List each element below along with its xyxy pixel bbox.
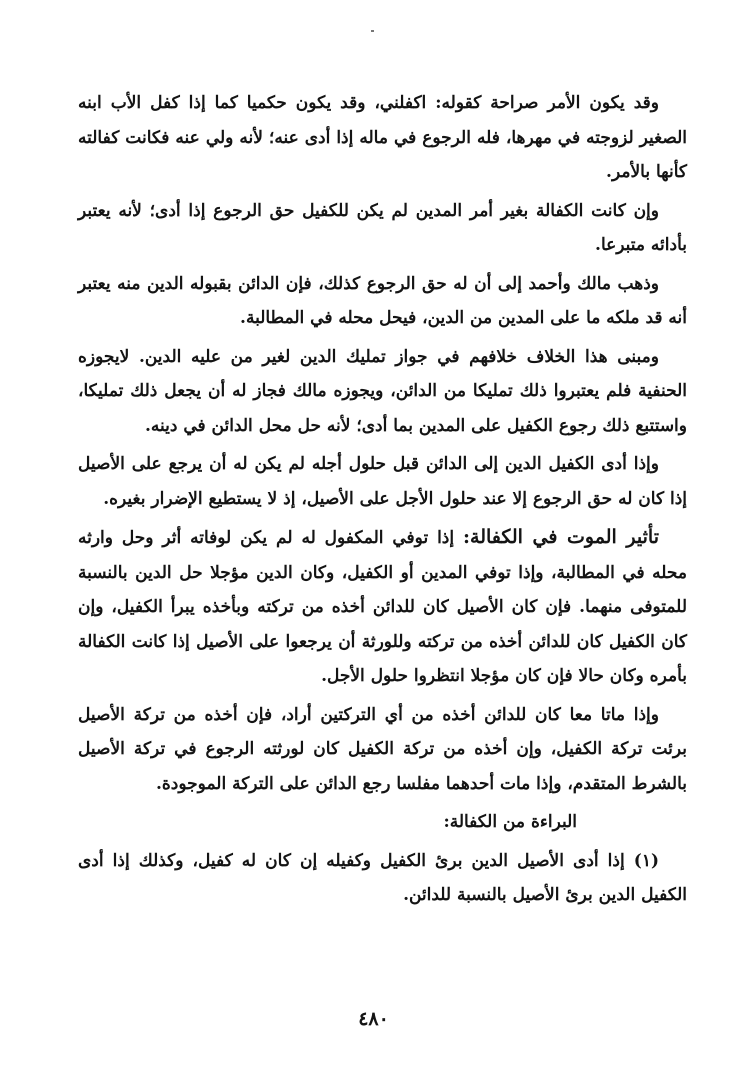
paragraph-1: وقد يكون الأمر صراحة كقوله: اكفلني، وقد يكون حكميا كما إذا كفل الأب ابنه الصغير لزوجته في مهرها، فله الرجوع في ماله إذا أدى عنه؛ لأنه ولي عنه فكانت كفالته كأنها بالأمر. (78, 93, 687, 182)
paragraph-7: وإذا ماتا معا كان للدائن أخذه من أي التركتين أراد، فإن أخذه من تركة الأصيل برئت تركة الكفيل، وإن أخذه من تركة الكفيل كان لورثته الرجوع في تركة الأصيل بالشرط المتقدم، وإذا مات أحدهما مفلسا رجع الدائن على التركة الموجودة. (78, 704, 687, 794)
paragraph-2: وإن كانت الكفالة بغير أمر المدين لم يكن للكفيل حق الرجوع إذا أدى؛ لأنه يعتبر بأدائه متبرعا. (78, 200, 687, 255)
scan-mark (371, 30, 374, 32)
paragraph-6-body: إذا توفي المكفول له لم يكن لوفاته أثر وحل وارثه محله في المطالبة، وإذا توفي المدين أو الكفيل، وكان الدين مؤجلا حل الدين بالنسبة للمتوفى منهما. فإن كان الأصيل كان للدائن أخذه من تركته وبأخذه يبرأ الكفيل، وإن كان الكفيل كان للدائن أخذه من تركته وللورثة أن يرجعوا على الأصيل إذا كانت الكفالة بأمره وكان حالا فإن كان مؤجلا انتظروا حلول الأجل. (78, 528, 687, 686)
page-body (78, 86, 687, 913)
numbered-item-1: (١) إذا أدى الأصيل الدين برئ الكفيل وكفيله إن كان له كفيل، وكذلك إذا أدى الكفيل الدين برئ الأصيل بالنسبة للدائن. (78, 850, 687, 905)
page-number: ٤٨٠ (358, 1008, 389, 1030)
paragraph-5: وإذا أدى الكفيل الدين إلى الدائن قبل حلول أجله لم يكن له أن يرجع على الأصيل إذا كان له حق الرجوع إلا عند حلول الأجل على الأصيل، إذ لا يستطيع الإضرار بغيره. (78, 454, 687, 509)
paragraph-3: وذهب مالك وأحمد إلى أن له حق الرجوع كذلك، فإن الدائن بقبوله الدين منه يعتبر أنه قد ملكه ما على المدين من الدين، فيحل محله في المطالبة. (78, 273, 687, 328)
paragraph-6 (78, 520, 687, 694)
paragraph-4: ومبنى هذا الخلاف خلافهم في جواز تمليك الدين لغير من عليه الدين. لايجوزه الحنفية فلم يعتبروا ذلك تمليكا من الدائن، ويجوزه مالك فجاز له أن يجعل ذلك تمليكا، واستتبع ذلك رجوع الكفيل على المدين بما أدى؛ لأنه حل محل الدائن في دينه. (78, 346, 687, 436)
section-heading-release: البراءة من الكفالة: (443, 812, 577, 832)
section-lead-death-effect: تأثير الموت في الكفالة: (463, 526, 659, 548)
